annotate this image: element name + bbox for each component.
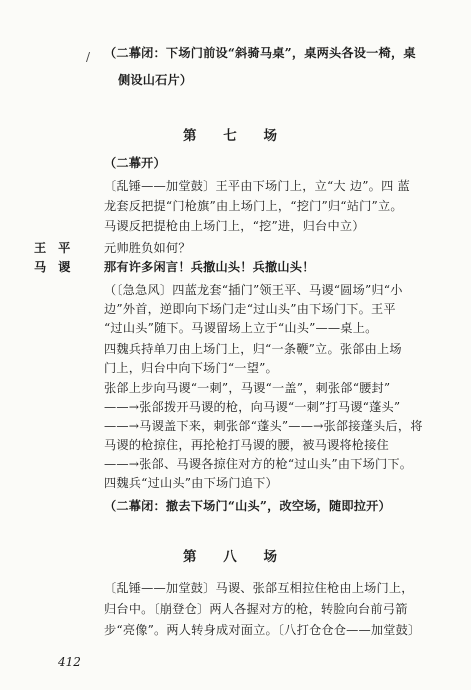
stage-direction-line: 归台中。〔崩登仓〕两人各握对方的枪，转脸向台前弓箭 [104,602,408,616]
stage-direction-line: （〔急急风〕四蓝龙套“插门”领王平、马谡“圆场”归“小 [104,283,403,297]
stage-direction-line: 〔乱锤——加堂鼓〕王平由下场门上，立“大 边”。四 蓝 [104,179,410,193]
stage-direction-line: ——→马谡盖下来，刺张郃“蓬头”——→张郃接蓬头后，将 [104,419,423,433]
speaker-name: 马谡 [34,260,83,274]
stage-direction-line: 张郃上步向马谡“一刺”，马谡“一盖”，刺张郃“腰封” [104,381,391,395]
speaker-name: 王平 [34,241,83,255]
stage-direction-line: 侧设山石片） [118,73,193,87]
margin-mark: / [86,50,91,64]
stage-direction-line: （二幕闭：下场门前设“斜骑马桌”，桌两头各设一椅，桌 [104,46,416,60]
stage-direction-line: 龙套反把提“门枪旗”由上场门上，“挖门”归“站门”立。 [104,199,403,213]
stage-direction-line: 步“亮像”。两人转身成对面立。〔八打仓仓仓——加堂鼓〕 [104,623,421,637]
stage-direction-line: 四魏兵持单刀由上场门上，归“一条鞭”立。张郃由上场 [104,342,402,356]
stage-direction-line: 边”外首，逆即向下场门走“过山头”由下场门下。王平 [104,302,396,316]
stage-direction-line: ——→张郃拨开马谡的枪，向马谡“一刺”打马谡“蓬头” [104,400,401,414]
page-number: 412 [58,655,81,669]
stage-direction-line: 马谡的枪掠住，再抡枪打马谡的腰，被马谡将枪接住 [104,438,389,452]
scene-eight-heading: 第 八 场 [183,549,288,565]
scene-seven-heading: 第 七 场 [183,128,288,144]
stage-direction-line: “过山头”随下。马谡留场上立于“山头”——桌上。 [104,321,378,335]
dialogue-line: 那有许多闲言！兵撤山头！兵撤山头！ [104,260,315,274]
stage-direction-line: 门上，归台中向下场门“一望”。 [104,361,278,375]
dialogue-line: 元帅胜负如何？ [104,241,191,255]
curtain-close-direction: （二幕闭：撤去下场门“山头”，改空场，随即拉开） [104,499,391,513]
stage-direction-line: 〔乱锤——加堂鼓〕马谡、张郃互相拉住枪由上场门上， [104,581,414,595]
stage-direction-line: 四魏兵“过山头”由下场门追下） [104,476,278,490]
stage-direction-line: ——→张郃、马谡各掠住对方的枪“过山头”由下场门下。 [104,457,413,471]
curtain-open-direction: （二幕开） [104,156,166,170]
stage-direction-line: 马谡反把提枪由上场门上，“挖”进，归台中立） [104,219,365,233]
